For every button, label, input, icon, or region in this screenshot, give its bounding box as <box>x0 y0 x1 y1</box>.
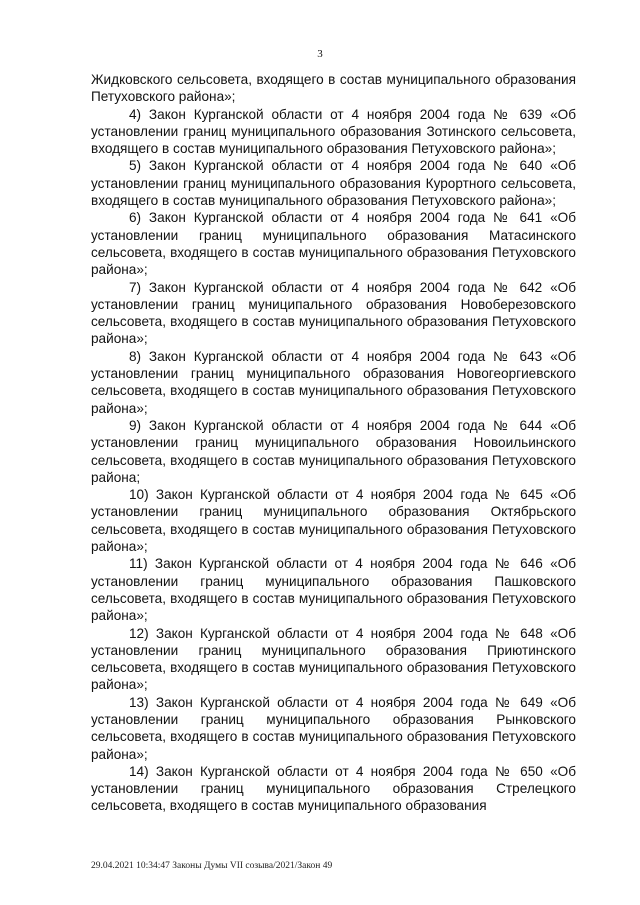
list-item-law-648: 12) Закон Курганской области от 4 ноября 2004 года № 648 «Об установлении границ муниципального образования Приютинского сельсовета, входящего в состав муниципального образования Петуховского района»; <box>91 625 576 693</box>
list-item-law-644: 9) Закон Курганской области от 4 ноября 2004 года № 644 «Об установлении границ муниципального образования Новоильинского сельсовета, входящего в состав муниципального образования Петуховского района; <box>91 417 576 485</box>
list-item-law-643: 8) Закон Курганской области от 4 ноября 2004 года № 643 «Об установлении границ муниципального образования Новогеоргиевского сельсовета, входящего в состав муниципального образования Петуховского района»; <box>91 348 576 416</box>
list-item-law-645: 10) Закон Курганской области от 4 ноября 2004 года № 645 «Об установлении границ муниципального образования Октябрьского сельсовета, входящего в состав муниципального образования Петуховского района»; <box>91 487 576 555</box>
list-item-law-649: 13) Закон Курганской области от 4 ноября 2004 года № 649 «Об установлении границ муниципального образования Рынковского сельсовета, входящего в состав муниципального образования Петуховского района»; <box>91 694 576 762</box>
list-item-law-641: 6) Закон Курганской области от 4 ноября 2004 года № 641 «Об установлении границ муниципального образования Матасинского сельсовета, входящего в состав муниципального образования Петуховского района»; <box>91 210 576 278</box>
document-footer: 29.04.2021 10:34:47 Законы Думы VII созыва/2021/Закон 49 <box>91 861 333 871</box>
list-item-law-646: 11) Закон Курганской области от 4 ноября 2004 года № 646 «Об установлении границ муниципального образования Пашковского сельсовета, входящего в состав муниципального образования Петуховского района»; <box>91 556 576 624</box>
list-item-law-640: 5) Закон Курганской области от 4 ноября 2004 года № 640 «Об установлении границ муниципального образования Курортного сельсовета, входящего в состав муниципального образования Петуховского района»; <box>91 158 576 209</box>
paragraph-continuation: Жидковского сельсовета, входящего в состав муниципального образования Петуховского района»; <box>91 72 576 105</box>
document-body <box>91 71 576 815</box>
list-item-law-639: 4) Закон Курганской области от 4 ноября 2004 года № 639 «Об установлении границ муниципального образования Зотинского сельсовета, входящего в состав муниципального образования Петуховского района»; <box>91 106 576 157</box>
page-number: 3 <box>317 48 323 60</box>
list-item-law-642: 7) Закон Курганской области от 4 ноября 2004 года № 642 «Об установлении границ муниципального образования Новоберезовского сельсовета, входящего в состав муниципального образования Петуховского района»; <box>91 279 576 347</box>
list-item-law-650: 14) Закон Курганской области от 4 ноября 2004 года № 650 «Об установлении границ муниципального образования Стрелецкого сельсовета, входящего в состав муниципального образования <box>91 763 576 814</box>
